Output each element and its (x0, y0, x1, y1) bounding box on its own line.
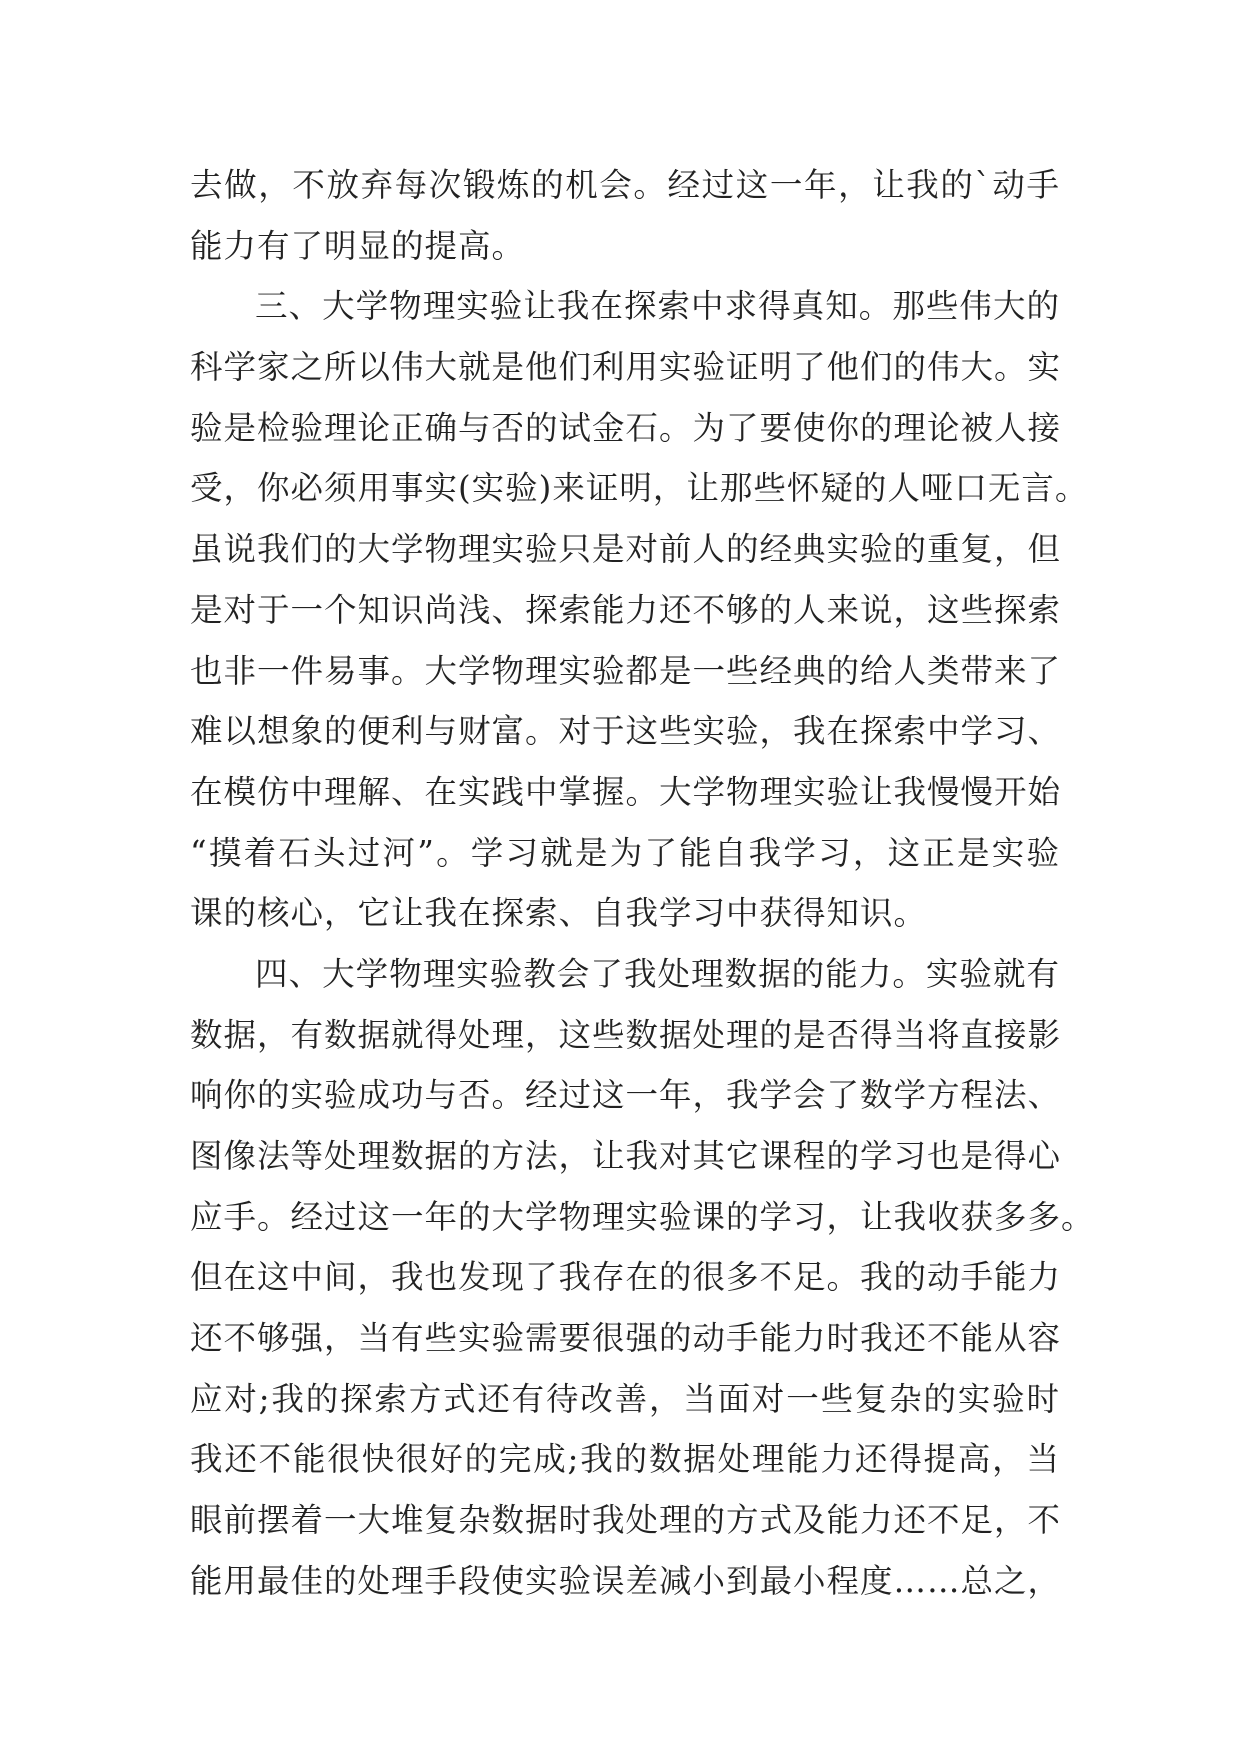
text-line: 是对于一个知识尚浅、探索能力还不够的人来说，这些探索 (190, 590, 1062, 629)
text-line: 应手。经过这一年的大学物理实验课的学习，让我收获多多。 (190, 1197, 1095, 1236)
text-line: 还不够强，当有些实验需要很强的动手能力时我还不能从容 (190, 1319, 1062, 1358)
text-line: 三、大学物理实验让我在探索中求得真知。那些伟大的 (255, 287, 1060, 326)
text-line: 能力有了明显的提高。 (190, 226, 526, 265)
text-line: 受，你必须用事实(实验)来证明，让那些怀疑的人哑口无言。 (190, 469, 1089, 508)
body-text (190, 155, 1095, 1612)
text-line: 难以想象的便利与财富。对于这些实验，我在探索中学习、 (190, 712, 1062, 751)
text-line: 去做，不放弃每次锻炼的机会。经过这一年，让我的`动手 (190, 166, 1060, 204)
text-line: 响你的实验成功与否。经过这一年，我学会了数学方程法、 (190, 1076, 1062, 1115)
text-line: 科学家之所以伟大就是他们利用实验证明了他们的伟大。实 (190, 348, 1062, 387)
text-line: “摸着石头过河”。学习就是为了能自我学习，这正是实验 (190, 833, 1060, 872)
text-line: 在模仿中理解、在实践中掌握。大学物理实验让我慢慢开始 (190, 772, 1062, 811)
text-line: 眼前摆着一大堆复杂数据时我处理的方式及能力还不足，不 (190, 1501, 1062, 1540)
text-line: 课的核心，它让我在探索、自我学习中获得知识。 (190, 894, 928, 933)
text-line: 图像法等处理数据的方法，让我对其它课程的学习也是得心 (190, 1137, 1062, 1175)
text-line: 我还不能很快很好的完成;我的数据处理能力还得提高，当 (190, 1440, 1060, 1479)
text-line: 也非一件易事。大学物理实验都是一些经典的给人类带来了 (190, 651, 1062, 690)
text-line: 验是检验理论正确与否的试金石。为了要使你的理论被人接 (190, 408, 1062, 447)
text-line: 虽说我们的大学物理实验只是对前人的经典实验的重复，但 (190, 530, 1062, 569)
text-line: 能用最佳的处理手段使实验误差减小到最小程度……总之， (190, 1561, 1062, 1600)
text-line: 但在这中间，我也发现了我存在的很多不足。我的动手能力 (190, 1258, 1062, 1297)
text-line: 四、大学物理实验教会了我处理数据的能力。实验就有 (255, 954, 1060, 993)
text-line: 数据，有数据就得处理，这些数据处理的是否得当将直接影 (190, 1015, 1062, 1054)
text-line: 应对;我的探索方式还有待改善，当面对一些复杂的实验时 (190, 1379, 1060, 1418)
